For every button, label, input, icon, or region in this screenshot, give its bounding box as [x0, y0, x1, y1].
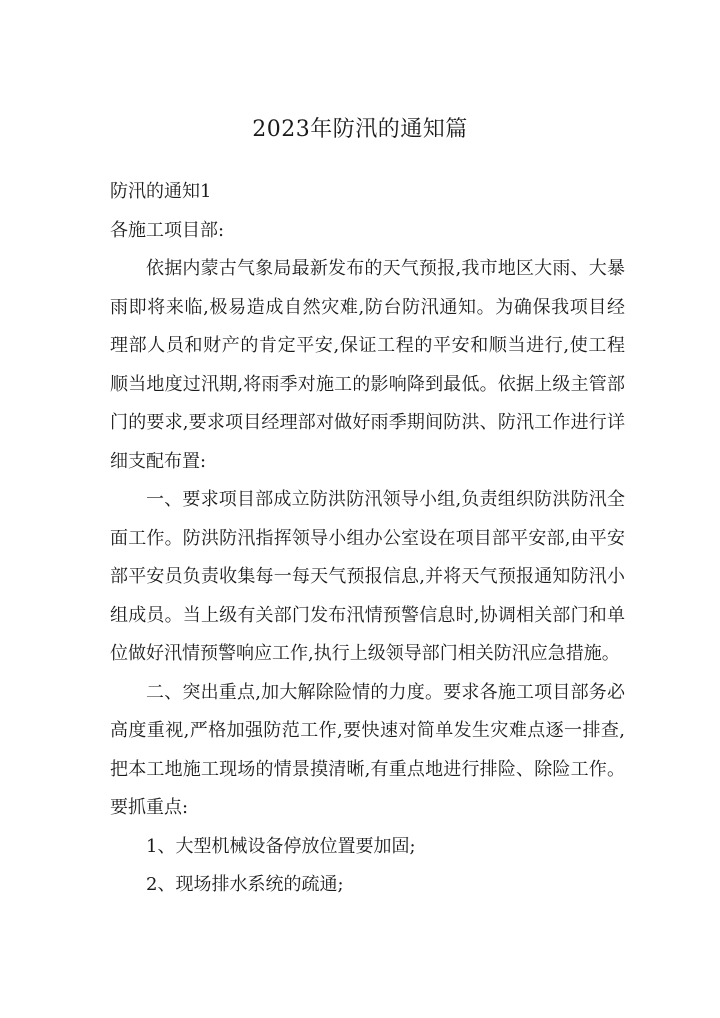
paragraph-item-1: 一、要求项目部成立防洪防汛领导小组,负责组织防洪防汛全面工作。防洪防汛指挥领导小组办公室设在项目部平安部,由平安部平安员负责收集每一每天气预报信息,并将天气预报通知防汛小组成员。当上级有关部门发布汛情预警信息时,协调相关部门和单位做好汛情预警响应工作,执行上级领导部门相关防汛应急措施。 [110, 489, 625, 664]
document-body [110, 173, 625, 905]
section-heading: 防汛的通知1 [110, 181, 212, 202]
document-title: 2023年防汛的通知篇 [252, 117, 468, 142]
list-item-drainage: 2、现场排水系统的疏通; [146, 874, 344, 895]
paragraph-item-2: 二、突出重点,加大解除险情的力度。要求各施工项目部务必高度重视,严格加强防范工作,要快速对简单发生灾难点逐一排查,把本工地施工现场的情景摸清晰,有重点地进行排险、除险工作。要抓重点: [110, 681, 625, 818]
list-item-machinery: 1、大型机械设备停放位置要加固; [146, 835, 416, 857]
salutation: 各施工项目部: [110, 219, 225, 241]
paragraph-intro: 依据内蒙古气象局最新发布的天气预报,我市地区大雨、大暴雨即将来临,极易造成自然灾难,防台防汛通知。为确保我项目经理部人员和财产的肯定平安,保证工程的平安和顺当进行,使工程顺当地度过汛期,将雨季对施工的影响降到最低。依据上级主管部门的要求,要求项目经理部对做好雨季期间防洪、防汛工作进行详细支配布置: [110, 258, 625, 472]
